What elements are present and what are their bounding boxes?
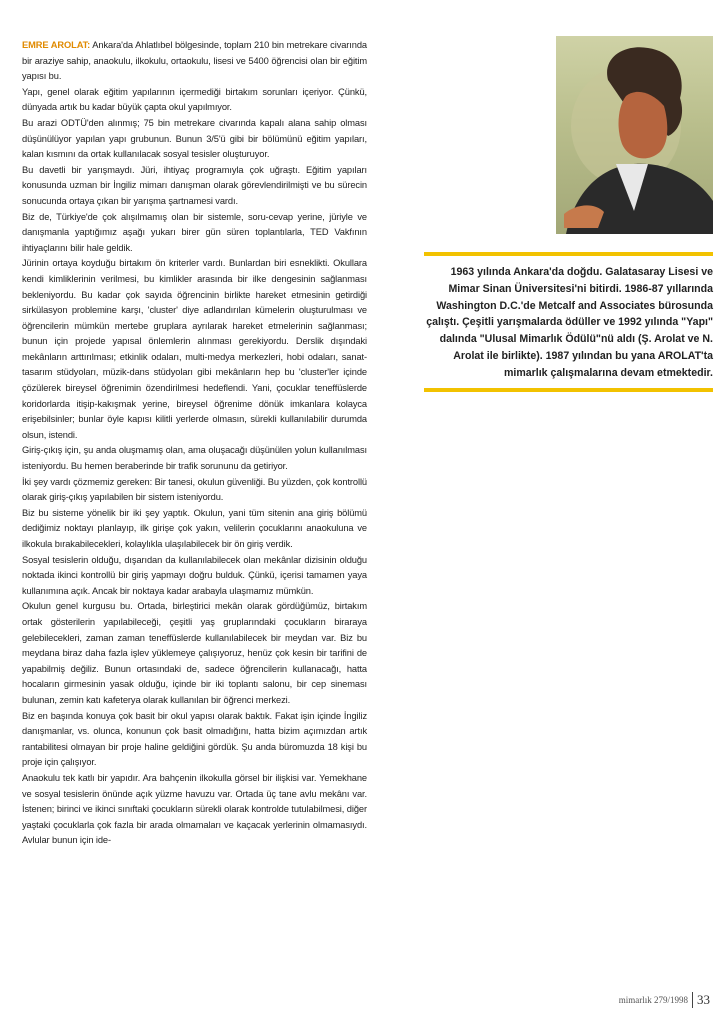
- article-paragraph: Yapı, genel olarak eğitim yapılarının içermediği birtakım sorunları içeriyor. Çünkü, dünyada artık bu kadar büyük çapta okul yapılmıyor.: [22, 86, 367, 113]
- article-paragraph: İki şey vardı çözmemiz gereken: Bir tanesi, okulun güvenliği. Bu yüzden, çok kontrollü olarak giriş-çıkış yapılabilen bir sistem isteniyordu.: [22, 476, 367, 503]
- article-paragraph: Jürinin ortaya koyduğu birtakım ön kriterler vardı. Bunlardan biri esneklikti. Okullara kendi kimliklerinin verilmesi, bu kimlikler arasında bir ilke dengesinin sağlanması bekleniyordu. Bu kadar çok sayıda öğrencinin birlikte hareket etmesinin getirdiği sirkülasyon problemine karşı, 'cluster' diye adlandırılan kümelerin oluşturulması ve öğrencilerin mümkün mertebe gruplara ayrılarak hareket etmelerinin sağlanması; bunun için projede yapısal önlemlerin alınması gerekiyordu. Derslik dışındaki mekânların arttırılması; etkinlik odaları, multi-medya merkezleri, hobi odaları, sanat-tasarım stüdyoları, müzik-dans stüdyoları gibi mekânların hep bu 'cluster'ler içinde çözülerek bireysel öğrenimin özendirilmesi hedeflendi. Yani, çocuklar teneffüslerde koridorlarda itişip-kakışmak yerine, bireysel öğrenime dönük imkanlara kolayca erişebilsinler; bunlar öyle kapısı kilitli yerlerde olmasın, sürekli kullanılabilir durumda olsun, istendi.: [22, 258, 367, 440]
- article-body: [22, 38, 367, 849]
- magazine-issue: mimarlık 279/1998: [618, 995, 688, 1005]
- bio-text: 1963 yılında Ankara'da doğdu. Galatasaray Lisesi ve Mimar Sinan Üniversitesi'ni bitirdi. 1986-87 yıllarında Washington D.C.'de Metcalf and Associates bürosunda çalıştı. Çeşitli yarışmalarda ödüller ve 1992 yılında "Yapı" dalında "Ulusal Mimarlık Ödülü"nü aldı (Ş. Arolat ve N. Arolat ile birlikte). 1987 yılından bu yana AROLAT'ta mimarlık çalışmalarına devam etmektedir.: [426, 266, 713, 379]
- paragraph-text: Ankara'da Ahlatlıbel bölgesinde, toplam 210 bin metrekare civarında bir araziye sahip, anaokulu, ilkokulu, ortaokulu, lisesi ve 5400 öğrencisi olan bir eğitim yapısı bu.: [22, 40, 368, 82]
- article-paragraph: Giriş-çıkış için, şu anda oluşmamış olan, ama oluşacağı düşünülen yolun kullanılması isteniyordu. Bu hemen beraberinde bir trafik sorununu da getiriyor.: [22, 445, 367, 472]
- article-paragraph: Okulun genel kurgusu bu. Ortada, birleştirici mekân olarak gördüğümüz, birtakım ortak gösterilerin yapılabileceği, çeşitli yaş gruplarındaki çocukların biraraya gelebilecekleri, zaman zaman teneffüslerde kullanılabilecek bir meydan var. Biz bu meydana biraz daha fazla işlev yüklemeye çalışıyoruz, henüz çok kesin bir tarifini de yapabilmiş değiliz. Bunun ortasındaki de, sadece öğrencilerin kullanacağı, hatta hocaların girmesinin yasak olduğu, içinde bir iki toplantı salonu, bir cep sineması bulunan, zemin katı kafeterya olarak kullanılan bir öğrenci merkezi.: [22, 601, 367, 705]
- article-paragraph: [22, 38, 367, 85]
- footer-divider: [692, 992, 693, 1008]
- author-name: EMRE AROLAT:: [22, 40, 91, 50]
- article-paragraph: Biz bu sisteme yönelik bir iki şey yaptık. Okulun, yani tüm sitenin ana giriş bölümü dediğimiz noktayı planlayıp, ilk girişe çok yakın, velilerin çocuklarını anaokuluna ve ilkokula bırakabilecekleri, kolaylıkla ulaşılabilecek bir ön giriş verdik.: [22, 507, 367, 549]
- article-paragraph: Biz de, Türkiye'de çok alışılmamış olan bir sistemle, soru-cevap yerine, jüriyle ve danışmanla yaptığımız aşağı yukarı birer gün süren toplantılarla, TED Vakfının ihtiyaçlarını bilir hale geldik.: [22, 211, 367, 253]
- article-paragraph: Anaokulu tek katlı bir yapıdır. Ara bahçenin ilkokulla görsel bir ilişkisi var. Yemekhane ve sosyal tesislerin önünde açık yüzme havuzu var. Ortada üç tane avlu mekânı var. İstenen; birinci ve ikinci sınıftaki çocukların sürekli olarak kontrolde tutulabilmesi, diğer yaştaki çocuklarla çok fazla bir arada olmamaları ve kaçacak yerlerinin olmamasıydı. Avlular bunun için ide-: [22, 772, 367, 846]
- page-number: 33: [697, 992, 710, 1007]
- article-paragraph: Sosyal tesislerin olduğu, dışarıdan da kullanılabilecek olan mekânlar dizisinin olduğu noktada ikinci kontrollü bir giriş yapmayı doğru bulduk. Çünkü, içerisi tamamen yaya kullanımına açık. Ancak bir noktaya kadar arabayla ulaşmamız mümkün.: [22, 554, 367, 596]
- bio-box: [424, 252, 713, 392]
- page-footer: [619, 992, 710, 1008]
- article-paragraph: Bu arazi ODTÜ'den alınmış; 75 bin metrekare civarında kapalı alana sahip olması düşünülüyor yapılan yapı grubunun. Bunun 3/5'ü gibi bir bölümünü eğitim yapıları, kalan kısmını da ortak kullanılacak sosyal tesisler oluşturuyor.: [22, 117, 367, 160]
- portrait-photo: [556, 36, 713, 234]
- article-paragraph: Biz en başında konuya çok basit bir okul yapısı olarak baktık. Fakat işin içinde İngiliz danışmanlar, vs. olunca, konunun çok basit olmadığını, hatta bizim açımızdan artık rantabilitesi olmayan bir proje haline geldiğini gördük. Şu anda büromuzda 18 kişi bu proje için çalışıyor.: [22, 710, 367, 768]
- article-paragraph: Bu davetli bir yarışmaydı. Jüri, ihtiyaç programıyla çok uğraştı. Eğitim yapıları konusunda uzman bir İngiliz mimarı danışman olarak görevlendirilmişti ve bu sürecin sonucunda ortaya çıkan bir yarışma şartnamesi vardı.: [22, 164, 367, 206]
- portrait-icon: [556, 36, 713, 234]
